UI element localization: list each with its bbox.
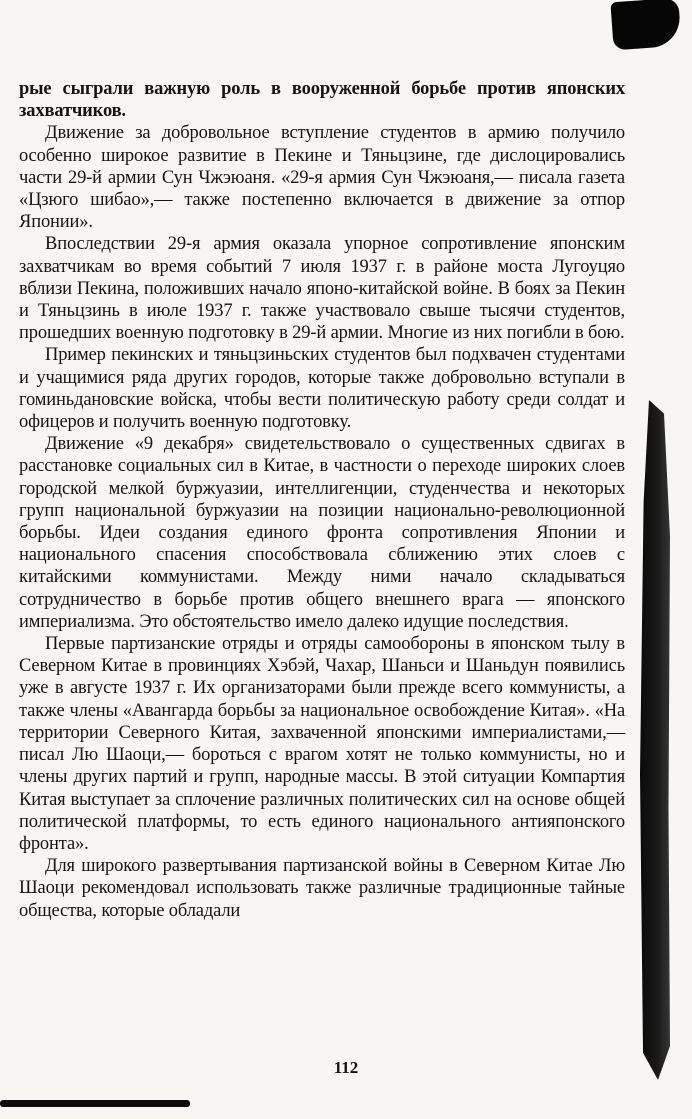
paragraph: Впоследствии 29-я армия оказала упорное сопротивление японским захватчикам во время событий 7 июля 1937 г. в районе моста Лугоуцяо вблизи Пекина, положивших начало японо-китайской войне. В боях за Пекин и Тяньцзинь в июле 1937 г. также участвовало свыше тысячи студентов, прошедших военную подготовку в 29-й армии. Многие из них погибли в бою.	[19, 234, 625, 344]
scan-smudge-bottom	[0, 1100, 190, 1107]
paragraph: рые сыграли важную роль в вооруженной борьбе против японских захватчиков.	[19, 79, 625, 122]
paragraph: Движение за добровольное вступление студентов в армию получило особенно широкое развитие в Пекине и Тяньцзине, где дислоцировались части 29-й армии Сун Чжэюаня. «29-я армия Сун Чжэюаня,— писала газета «Цзюго шибао»,— также постепенно включается в движение за отпор Японии».	[19, 123, 625, 233]
scan-smudge-right	[640, 400, 670, 1080]
body-text	[19, 78, 625, 922]
paragraph: Первые партизанские отряды и отряды самообороны в японском тылу в Северном Китае в провинциях Хэбэй, Чахар, Шаньси и Шаньдун появились уже в августе 1937 г. Их организаторами были прежде всего коммунисты, а также члены «Авангарда борьбы за национальное освобождение Китая». «На территории Северного Китая, захваченной японскими империалистами,— писал Лю Шаоци,— бороться с врагом хотят не только коммунисты, но и члены других партий и групп, народные массы. В этой ситуации Компартия Китая выступает за сплочение различных политических сил на основе общей политической платформы, то есть единого национального антияпонского фронта».	[19, 634, 625, 854]
paragraph: Для широкого развертывания партизанской войны в Северном Китае Лю Шаоци рекомендовал использовать также различные традиционные тайные общества, которые обладали	[19, 856, 625, 921]
paragraph: Пример пекинских и тяньцзиньских студентов был подхвачен студентами и учащимися ряда других городов, которые также добровольно вступали в гоминьдановские войска, чтобы вести политическую работу среди солдат и офицеров и получить военную подготовку.	[19, 345, 625, 433]
scan-smudge-top	[610, 0, 681, 50]
page-number: 112	[333, 1058, 359, 1077]
paragraph: Движение «9 декабря» свидетельствовало о существенных сдвигах в расстановке социальных сил в Китае, в частности о переходе широких слоев городской мелкой буржуазии, интеллигенции, студенчества и некоторых групп национальной буржуазии на позиции национально-революционной борьбы. Идеи создания единого фронта сопротивления Японии и национального спасения способствовала сближению этих слоев с китайскими коммунистами. Между ними начало складываться сотрудничество в борьбе против общего внешнего врага — японского империализма. Это обстоятельство имело далеко идущие последствия.	[19, 434, 625, 632]
